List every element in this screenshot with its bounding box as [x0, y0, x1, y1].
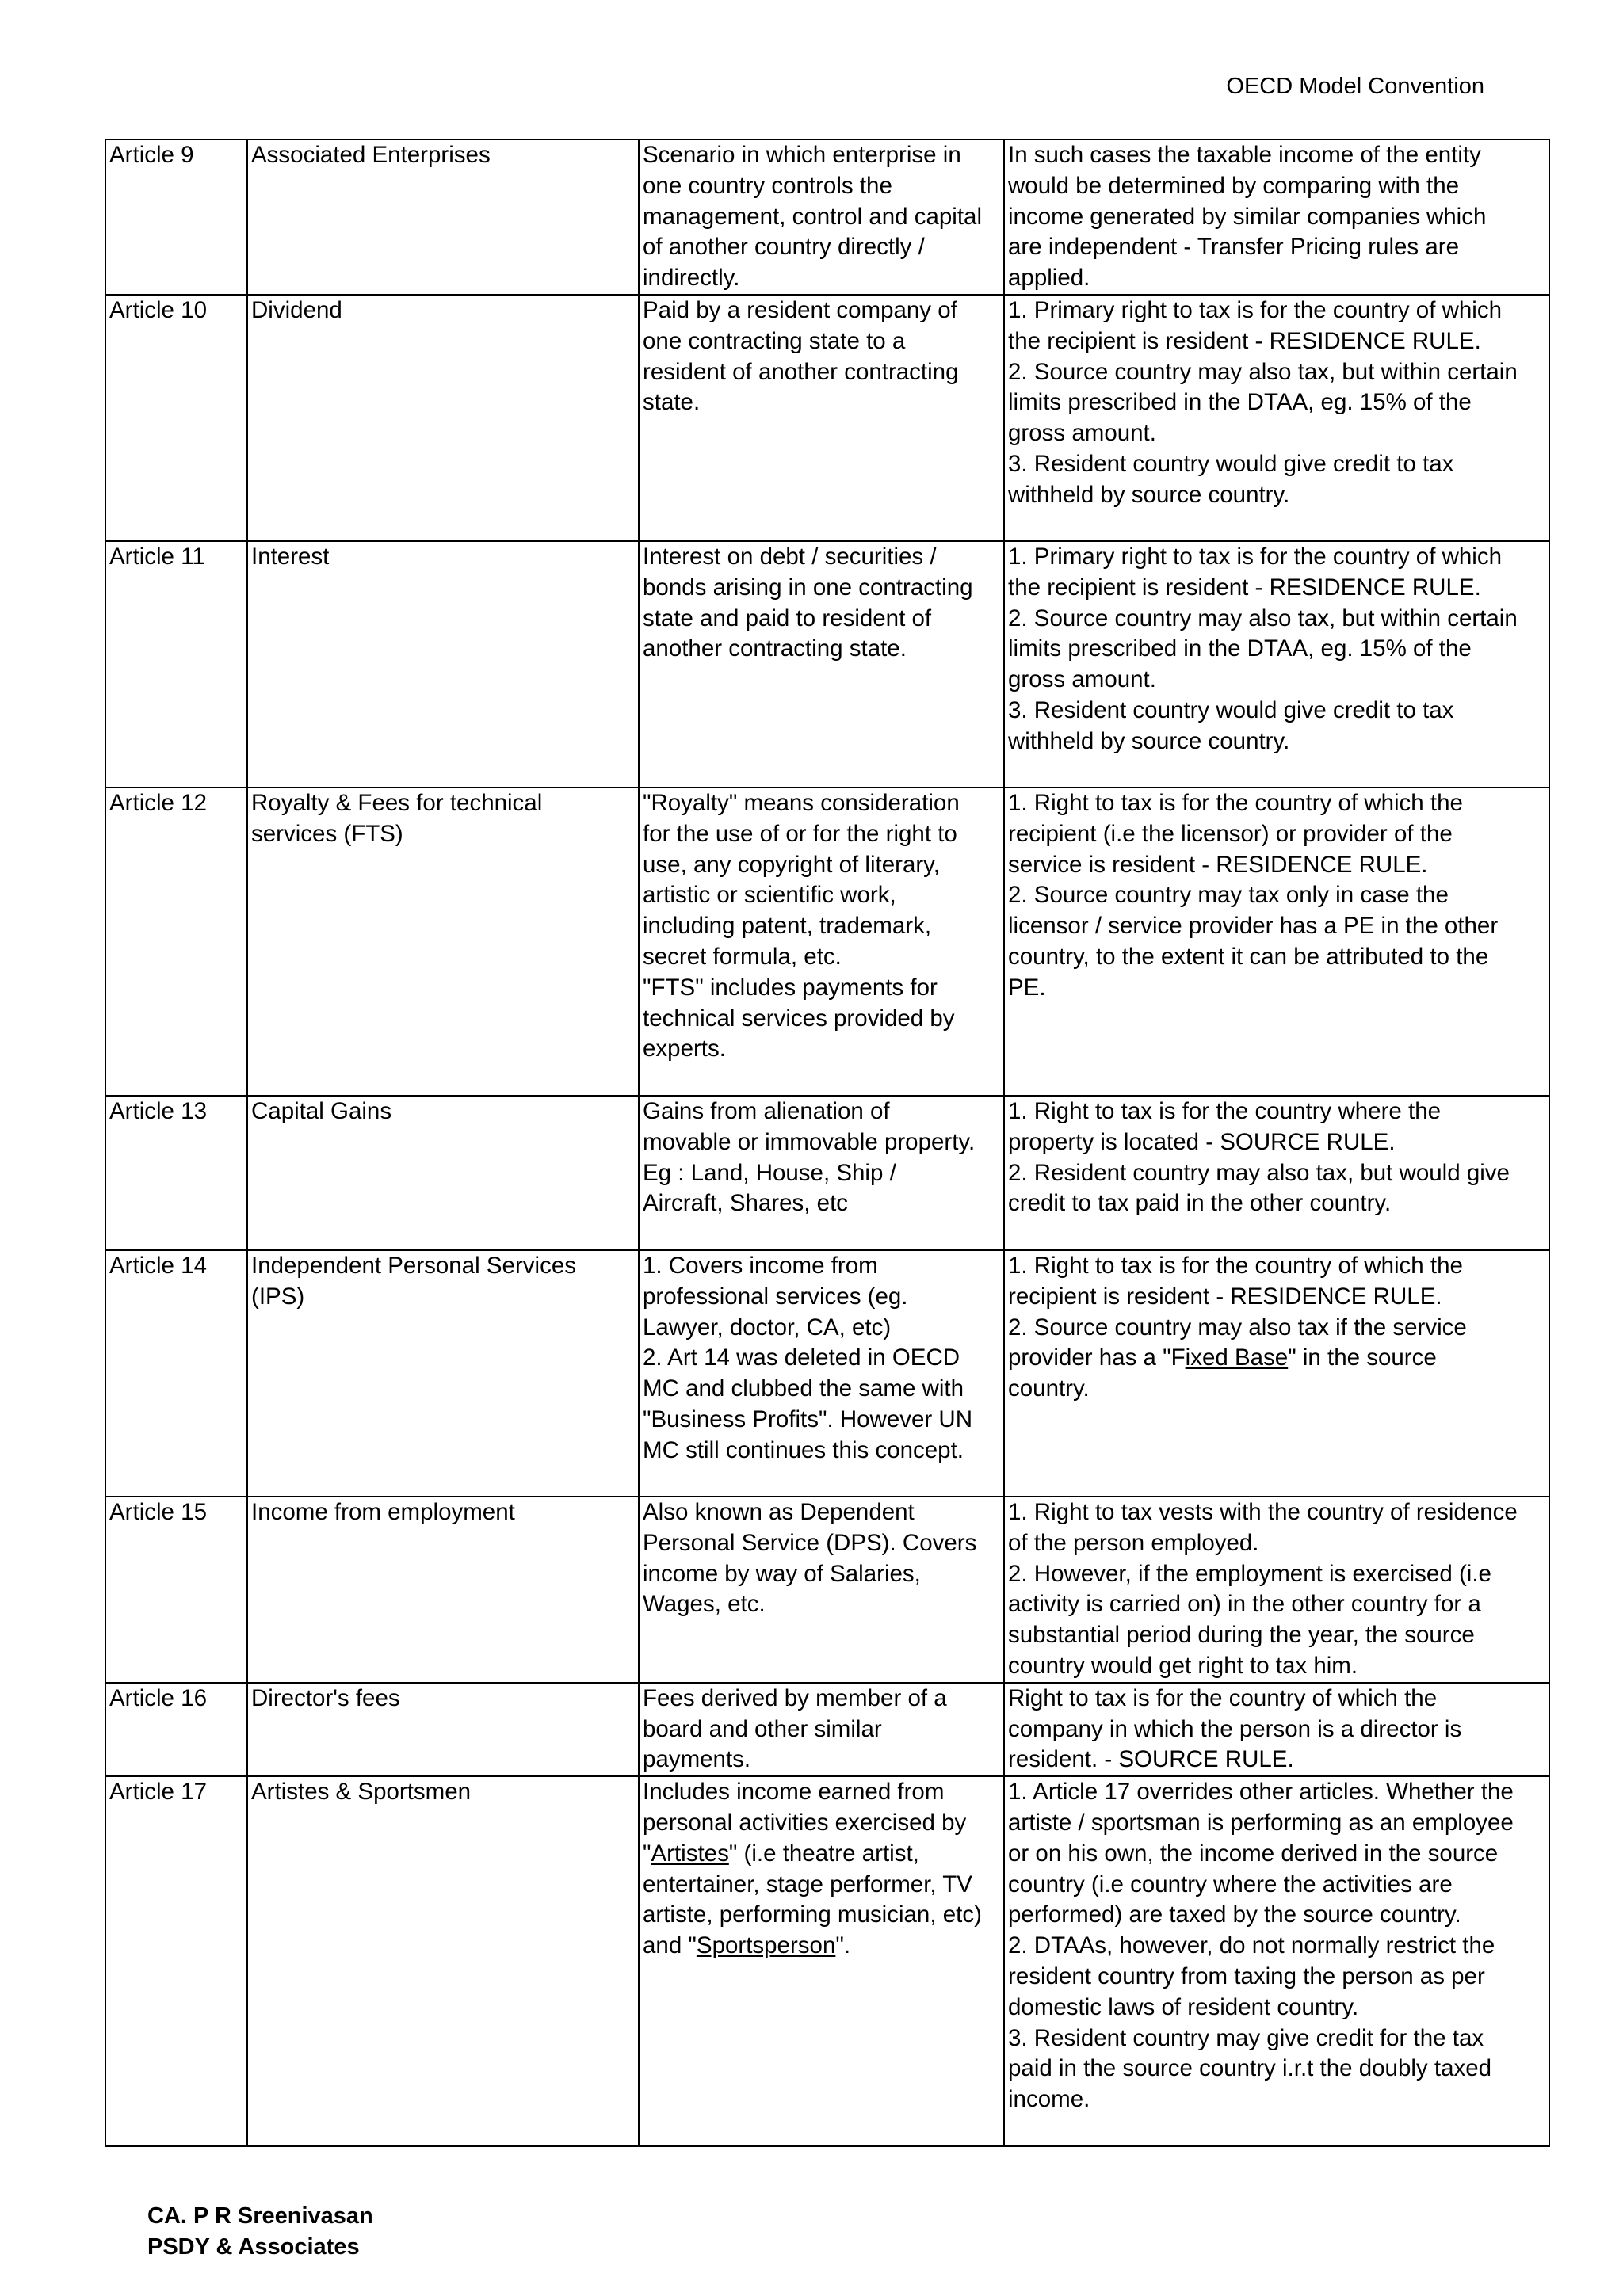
- text-line: In such cases the taxable income of the entity: [1008, 142, 1481, 168]
- scope-line-artistes: [643, 1839, 1000, 1870]
- text-line: 2. Source country may also tax if the service: [1008, 1314, 1467, 1341]
- article-treatment-cell: [1004, 1497, 1549, 1683]
- text-line: Also known as Dependent: [643, 1498, 915, 1525]
- article-number-cell: [105, 1776, 247, 2146]
- text-line: 2. Art 14 was deleted in OECD: [643, 1344, 960, 1371]
- text-line: country.: [1008, 1375, 1090, 1402]
- text-line: limits prescribed in the DTAA, eg. 15% of the: [1008, 389, 1472, 416]
- text-line: resident of another contracting: [643, 358, 959, 385]
- text-line: of another country directly /: [643, 234, 925, 261]
- text-line: performed) are taxed by the source country.: [1008, 1901, 1461, 1928]
- text-line: paid in the source country i.r.t the doubly taxed: [1008, 2055, 1492, 2082]
- article-treatment-cell: [1004, 139, 1549, 295]
- text-line: experts.: [643, 1035, 726, 1062]
- text-line: the recipient is resident - RESIDENCE RULE.: [1008, 574, 1481, 601]
- text-line: Aircraft, Shares, etc: [643, 1190, 849, 1217]
- text-segment: and ": [643, 1932, 697, 1959]
- text-line: 1. Article 17 overrides other articles. Whether the: [1008, 1779, 1514, 1806]
- article-number-cell: [105, 1497, 247, 1683]
- text-line: income by way of Salaries,: [643, 1560, 921, 1587]
- text-line: Income from employment: [251, 1498, 515, 1525]
- text-line: Wages, etc.: [643, 1591, 766, 1618]
- text-line: would be determined by comparing with the: [1008, 172, 1460, 199]
- article-subject-cell: [247, 788, 639, 1096]
- text-line: Includes income earned from: [643, 1779, 945, 1806]
- text-line: "FTS" includes payments for: [643, 974, 938, 1001]
- text-line: artistic or scientific work,: [643, 882, 896, 909]
- article-number: Article 13: [109, 1097, 207, 1124]
- text-line: one contracting state to a: [643, 327, 906, 354]
- text-line: artiste / sportsman is performing as an employee: [1008, 1809, 1514, 1836]
- text-segment: " in the source: [1288, 1344, 1437, 1371]
- text-line: 3. Resident country would give credit to tax: [1008, 450, 1454, 477]
- article-subject-cell: [247, 1497, 639, 1683]
- text-line: Gains from alienation of: [643, 1097, 890, 1124]
- text-line: country, to the extent it can be attributed to the: [1008, 943, 1489, 970]
- footer-author: CA. P R Sreenivasan: [147, 2203, 373, 2229]
- text-line: resident. - SOURCE RULE.: [1008, 1746, 1294, 1773]
- article-scope-cell: [639, 541, 1004, 788]
- article-treatment-cell: [1004, 1250, 1549, 1497]
- table-row: [105, 1776, 1549, 2146]
- text-line: secret formula, etc.: [643, 943, 842, 970]
- text-line: income.: [1008, 2086, 1090, 2113]
- text-line: movable or immovable property.: [643, 1128, 976, 1155]
- text-line: use, any copyright of literary,: [643, 851, 940, 878]
- text-line: 2. However, if the employment is exercised (i.e: [1008, 1560, 1491, 1587]
- treatment-line-fixed-base: [1008, 1343, 1545, 1374]
- article-treatment-cell: [1004, 1683, 1549, 1776]
- text-line: management, control and capital: [643, 203, 983, 230]
- text-line: one country controls the: [643, 172, 892, 199]
- text-line: 3. Resident country may give credit for the tax: [1008, 2024, 1484, 2051]
- text-segment: " (i.e theatre artist,: [728, 1840, 919, 1867]
- text-line: Interest: [251, 543, 330, 570]
- article-number-cell: [105, 139, 247, 295]
- text-line: are independent - Transfer Pricing rules are: [1008, 234, 1459, 261]
- text-line: services (FTS): [251, 820, 403, 847]
- article-scope-cell: [639, 788, 1004, 1096]
- text-line: the recipient is resident - RESIDENCE RULE.: [1008, 327, 1481, 354]
- sportsperson-term: Sportsperson: [696, 1932, 836, 1959]
- text-line: 2. Source country may tax only in case the: [1008, 882, 1449, 909]
- text-line: 2. Source country may also tax, but within certain: [1008, 605, 1518, 631]
- text-line: Scenario in which enterprise in: [643, 142, 961, 168]
- article-subject-cell: [247, 1250, 639, 1497]
- table-row: [105, 1096, 1549, 1250]
- text-line: service is resident - RESIDENCE RULE.: [1008, 851, 1428, 878]
- text-segment: ": [643, 1840, 651, 1867]
- article-scope-cell: [639, 139, 1004, 295]
- text-line: gross amount.: [1008, 666, 1156, 693]
- text-line: withheld by source country.: [1008, 727, 1290, 754]
- text-line: board and other similar: [643, 1715, 882, 1742]
- text-line: entertainer, stage performer, TV: [643, 1871, 972, 1897]
- text-line: Director's fees: [251, 1684, 400, 1711]
- text-line: resident country from taxing the person as per: [1008, 1962, 1485, 1989]
- article-number: Article 12: [109, 789, 207, 816]
- text-line: for the use of or for the right to: [643, 820, 957, 847]
- article-number-cell: [105, 1683, 247, 1776]
- article-treatment-cell: [1004, 1776, 1549, 2146]
- text-line: Independent Personal Services: [251, 1252, 576, 1279]
- article-subject-cell: [247, 139, 639, 295]
- article-subject-cell: [247, 541, 639, 788]
- table-row: [105, 541, 1549, 788]
- scope-lines: [643, 1870, 1000, 1932]
- text-line: domestic laws of resident country.: [1008, 1993, 1359, 2020]
- text-line: Associated Enterprises: [251, 142, 491, 168]
- article-treatment-cell: [1004, 295, 1549, 541]
- text-line: state and paid to resident of: [643, 605, 932, 631]
- article-scope-cell: [639, 1776, 1004, 2146]
- text-line: limits prescribed in the DTAA, eg. 15% of the: [1008, 635, 1472, 662]
- text-line: property is located - SOURCE RULE.: [1008, 1128, 1396, 1155]
- text-line: PE.: [1008, 974, 1046, 1001]
- text-line: technical services provided by: [643, 1005, 955, 1032]
- article-subject-cell: [247, 295, 639, 541]
- text-line: Lawyer, doctor, CA, etc): [643, 1314, 892, 1341]
- treatment-lines: [1008, 1251, 1545, 1343]
- text-line: artiste, performing musician, etc): [643, 1901, 982, 1928]
- text-line: country would get right to tax him.: [1008, 1652, 1358, 1679]
- text-line: activity is carried on) in the other country for a: [1008, 1591, 1481, 1618]
- text-line: 1. Right to tax is for the country where the: [1008, 1097, 1442, 1124]
- text-line: (IPS): [251, 1283, 305, 1310]
- article-scope-cell: [639, 1096, 1004, 1250]
- article-number: Article 15: [109, 1498, 207, 1525]
- text-line: income generated by similar companies which: [1008, 203, 1487, 230]
- text-line: 3. Resident country would give credit to tax: [1008, 696, 1454, 723]
- text-line: applied.: [1008, 265, 1090, 292]
- article-scope-cell: [639, 1497, 1004, 1683]
- article-number-cell: [105, 541, 247, 788]
- article-number: Article 17: [109, 1779, 207, 1806]
- article-number: Article 9: [109, 142, 194, 168]
- text-line: "Business Profits". However UN: [643, 1405, 973, 1432]
- articles-table: [105, 139, 1550, 2147]
- article-subject-cell: [247, 1096, 639, 1250]
- article-subject-cell: [247, 1776, 639, 2146]
- text-line: 2. Source country may also tax, but within certain: [1008, 358, 1518, 385]
- text-line: 1. Primary right to tax is for the country of which: [1008, 543, 1503, 570]
- scope-lines: [643, 1777, 1000, 1839]
- fixed-base-term: ixed Base: [1185, 1344, 1289, 1371]
- text-line: recipient is resident - RESIDENCE RULE.: [1008, 1283, 1442, 1310]
- artistes-term: Artistes: [651, 1840, 729, 1867]
- article-scope-cell: [639, 1250, 1004, 1497]
- text-line: personal activities exercised by: [643, 1809, 967, 1836]
- text-line: Right to tax is for the country of which the: [1008, 1684, 1438, 1711]
- table-row: [105, 1250, 1549, 1497]
- text-line: of the person employed.: [1008, 1529, 1259, 1556]
- text-line: Eg : Land, House, Ship /: [643, 1159, 896, 1186]
- text-line: professional services (eg.: [643, 1283, 908, 1310]
- page-header-title: OECD Model Convention: [1226, 74, 1484, 99]
- text-line: Paid by a resident company of: [643, 296, 957, 323]
- table-row: [105, 788, 1549, 1096]
- text-line: MC and clubbed the same with: [643, 1375, 964, 1402]
- article-number-cell: [105, 1250, 247, 1497]
- scope-line-sportsperson: [643, 1931, 1000, 1962]
- table-row: [105, 1497, 1549, 1683]
- text-line: 1. Right to tax is for the country of which the: [1008, 789, 1463, 816]
- text-line: or on his own, the income derived in the source: [1008, 1840, 1499, 1867]
- text-line: country (i.e country where the activities are: [1008, 1871, 1453, 1897]
- text-line: Royalty & Fees for technical: [251, 789, 543, 816]
- text-line: recipient (i.e the licensor) or provider of the: [1008, 820, 1453, 847]
- article-number: Article 16: [109, 1684, 207, 1711]
- text-line: MC still continues this concept.: [643, 1436, 964, 1463]
- text-line: "Royalty" means consideration: [643, 789, 960, 816]
- text-line: Interest on debt / securities /: [643, 543, 937, 570]
- text-line: indirectly.: [643, 265, 740, 292]
- article-scope-cell: [639, 295, 1004, 541]
- text-line: gross amount.: [1008, 420, 1156, 447]
- article-treatment-cell: [1004, 788, 1549, 1096]
- table-row: [105, 1683, 1549, 1776]
- text-line: another contracting state.: [643, 635, 907, 662]
- text-line: 1. Right to tax is for the country of which the: [1008, 1252, 1463, 1279]
- text-line: 1. Primary right to tax is for the country of which: [1008, 296, 1503, 323]
- text-line: 1. Covers income from: [643, 1252, 878, 1279]
- text-line: Fees derived by member of a: [643, 1684, 947, 1711]
- text-line: state.: [643, 389, 701, 416]
- text-line: payments.: [643, 1746, 751, 1773]
- text-line: bonds arising in one contracting: [643, 574, 973, 601]
- article-treatment-cell: [1004, 541, 1549, 788]
- text-line: Artistes & Sportsmen: [251, 1779, 472, 1806]
- text-line: Personal Service (DPS). Covers: [643, 1529, 977, 1556]
- text-line: 2. Resident country may also tax, but would give: [1008, 1159, 1510, 1186]
- article-number: Article 11: [109, 543, 205, 570]
- text-line: licensor / service provider has a PE in the other: [1008, 913, 1499, 940]
- text-line: Dividend: [251, 296, 342, 323]
- footer: [147, 2201, 373, 2263]
- articles-table-body: [105, 139, 1549, 2146]
- article-subject-cell: [247, 1683, 639, 1776]
- text-line: Capital Gains: [251, 1097, 392, 1124]
- table-row: [105, 139, 1549, 295]
- article-number-cell: [105, 788, 247, 1096]
- text-segment: ".: [835, 1932, 851, 1959]
- article-number: Article 14: [109, 1252, 207, 1279]
- text-line: withheld by source country.: [1008, 481, 1290, 508]
- text-line: credit to tax paid in the other country.: [1008, 1190, 1392, 1217]
- article-number-cell: [105, 1096, 247, 1250]
- article-treatment-cell: [1004, 1096, 1549, 1250]
- article-number-cell: [105, 295, 247, 541]
- footer-firm: PSDY & Associates: [147, 2234, 360, 2260]
- article-scope-cell: [639, 1683, 1004, 1776]
- treatment-lines: [1008, 1374, 1545, 1405]
- text-line: substantial period during the year, the source: [1008, 1622, 1475, 1649]
- text-segment: provider has a "F: [1008, 1344, 1186, 1371]
- table-row: [105, 295, 1549, 541]
- text-line: 2. DTAAs, however, do not normally restrict the: [1008, 1932, 1495, 1959]
- text-line: 1. Right to tax vests with the country of residence: [1008, 1498, 1518, 1525]
- article-number: Article 10: [109, 296, 207, 323]
- text-line: including patent, trademark,: [643, 913, 932, 940]
- text-line: company in which the person is a director is: [1008, 1715, 1462, 1742]
